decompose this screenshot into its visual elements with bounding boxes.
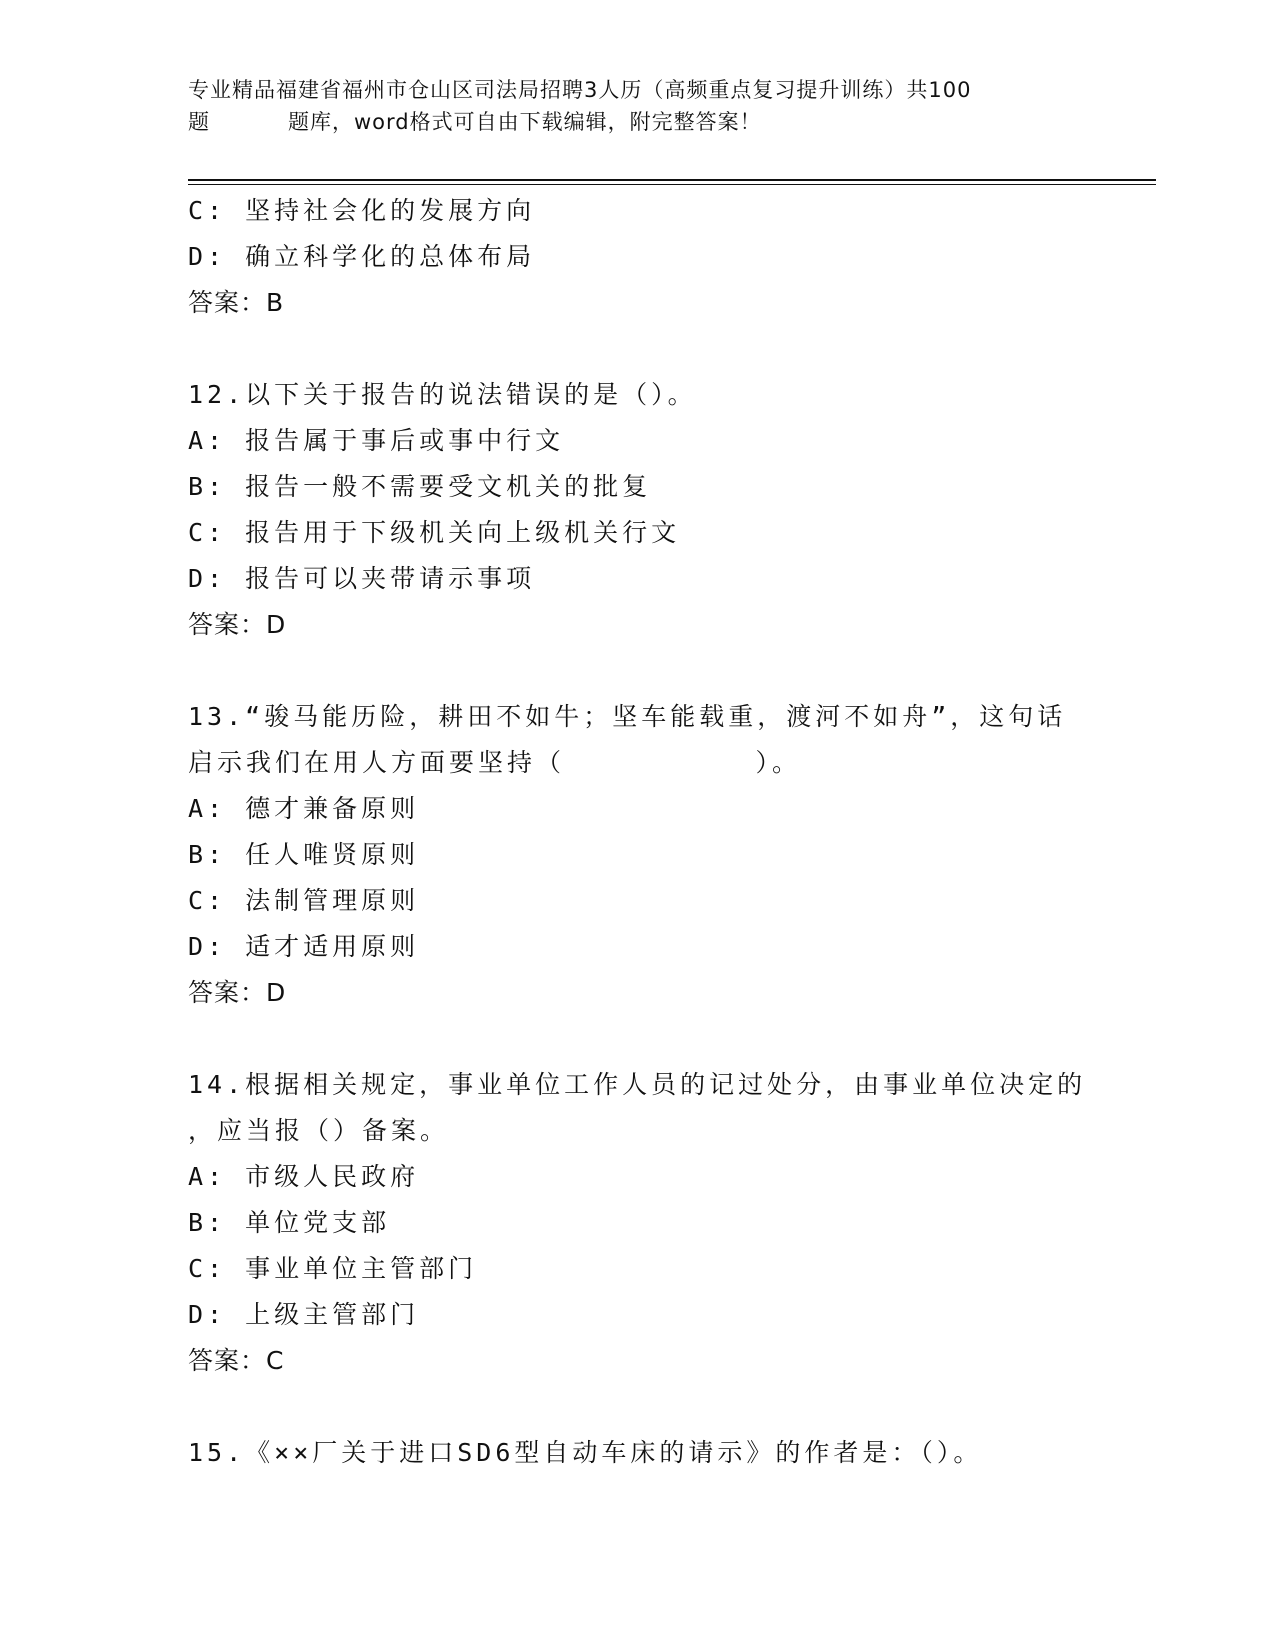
question-list	[188, 188, 1088, 1476]
document-header	[188, 74, 1088, 138]
answer-line: 答案：B	[188, 288, 285, 317]
header-title-line1: 专业精品福建省福州市仓山区司法局招聘3人历（高频重点复习提升训练）共100	[188, 78, 972, 102]
question-14-line2: ，应当报（）备案。	[188, 1116, 450, 1145]
spacer	[188, 326, 1088, 372]
option-d: D: 上级主管部门	[188, 1300, 420, 1329]
header-divider-thin	[188, 184, 1156, 185]
spacer	[188, 1016, 1088, 1062]
option-a: A: 市级人民政府	[188, 1162, 420, 1191]
option-c: C: 坚持社会化的发展方向	[188, 196, 536, 225]
option-d: D: 确立科学化的总体布局	[188, 242, 536, 271]
header-line2-left: 题	[188, 110, 210, 134]
option-b: B: 单位党支部	[188, 1208, 391, 1237]
option-b: B: 任人唯贤原则	[188, 840, 420, 869]
spacer	[188, 1384, 1088, 1430]
option-d: D: 适才适用原则	[188, 932, 420, 961]
option-b: B: 报告一般不需要受文机关的批复	[188, 472, 652, 501]
spacer	[188, 648, 1088, 694]
header-title-line2	[188, 106, 1088, 138]
answer-line: 答案：D	[188, 610, 287, 639]
option-d: D: 报告可以夹带请示事项	[188, 564, 536, 593]
header-line2-right: 题库，word格式可自由下载编辑，附完整答案！	[288, 110, 762, 134]
option-a: A: 德才兼备原则	[188, 794, 420, 823]
answer-line: 答案：D	[188, 978, 287, 1007]
option-c: C: 法制管理原则	[188, 886, 420, 915]
question-13-line2: 启示我们在用人方面要坚持（ ）。	[188, 748, 802, 777]
answer-line: 答案：C	[188, 1346, 285, 1375]
option-c: C: 事业单位主管部门	[188, 1254, 478, 1283]
question-14-line1: 14.根据相关规定，事业单位工作人员的记过处分，由事业单位决定的	[188, 1070, 1087, 1099]
option-a: A: 报告属于事后或事中行文	[188, 426, 565, 455]
question-15: 15.《××厂关于进口SD6型自动车床的请示》的作者是：（）。	[188, 1438, 983, 1467]
question-12: 12.以下关于报告的说法错误的是（）。	[188, 380, 697, 409]
option-c: C: 报告用于下级机关向上级机关行文	[188, 518, 681, 547]
question-13-line1: 13.“骏马能历险，耕田不如牛；坚车能载重，渡河不如舟”，这句话	[188, 702, 1067, 731]
header-divider-thick	[188, 179, 1156, 181]
